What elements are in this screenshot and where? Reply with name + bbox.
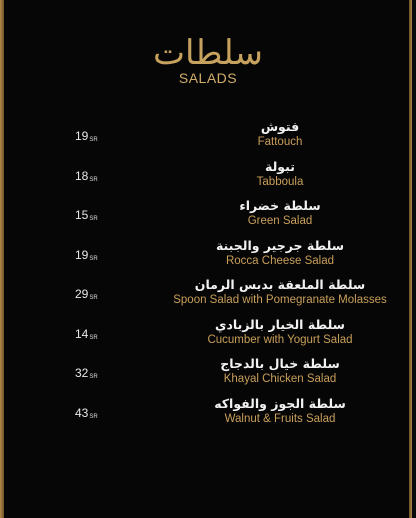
section-title-english: SALADS bbox=[178, 70, 238, 86]
item-names bbox=[160, 316, 400, 348]
item-name-english: Green Salad bbox=[247, 215, 313, 227]
item-price: 18SR bbox=[75, 168, 98, 183]
item-names bbox=[160, 355, 400, 387]
item-name-arabic: تبولة bbox=[265, 158, 295, 174]
item-name-english: Fattouch bbox=[257, 136, 303, 148]
item-name-arabic: فتوش bbox=[260, 119, 300, 134]
item-price: 19SR bbox=[75, 129, 98, 143]
menu-item bbox=[60, 118, 400, 158]
item-name-arabic: سلطة الخيار بالزبادي bbox=[215, 316, 345, 332]
currency-unit: SR bbox=[89, 176, 98, 183]
menu-item bbox=[60, 237, 400, 277]
item-names bbox=[160, 118, 400, 150]
item-name-arabic: سلطة جرجير والجبنة bbox=[215, 237, 345, 253]
item-name-arabic: سلطة خيال بالدجاج bbox=[220, 356, 340, 371]
item-name-arabic: سلطة الجوز والفواكه bbox=[214, 395, 346, 411]
item-price: 43SR bbox=[75, 405, 98, 420]
item-name-english: Rocca Cheese Salad bbox=[225, 254, 335, 267]
item-price: 19SR bbox=[75, 247, 98, 262]
item-names bbox=[160, 395, 400, 427]
item-name-english: Spoon Salad with Pomegranate Molasses bbox=[173, 294, 387, 306]
item-name-english: Walnut & Fruits Salad bbox=[224, 412, 336, 425]
menu-item bbox=[60, 316, 400, 356]
currency-unit: SR bbox=[89, 137, 98, 143]
item-price: 15SR bbox=[75, 208, 98, 222]
menu-item bbox=[60, 355, 400, 395]
menu-item bbox=[60, 197, 400, 237]
currency-unit: SR bbox=[89, 255, 98, 262]
section-header bbox=[0, 34, 416, 86]
currency-unit: SR bbox=[89, 295, 98, 301]
menu-item bbox=[60, 276, 400, 316]
item-price: 14SR bbox=[75, 326, 98, 341]
item-price: 32SR bbox=[75, 366, 98, 380]
item-name-english: Tabboula bbox=[256, 175, 304, 188]
item-names bbox=[160, 197, 400, 229]
item-name-english: Khayal Chicken Salad bbox=[223, 373, 337, 385]
item-names bbox=[160, 237, 400, 269]
item-price: 29SR bbox=[75, 287, 98, 301]
menu-item bbox=[60, 158, 400, 198]
currency-unit: SR bbox=[89, 334, 98, 341]
item-name-arabic: سلطة خضراء bbox=[239, 198, 321, 213]
item-names bbox=[140, 276, 416, 308]
currency-unit: SR bbox=[89, 413, 98, 420]
section-title-arabic: سلطات bbox=[152, 33, 263, 73]
item-name-english: Cucumber with Yogurt Salad bbox=[207, 333, 353, 346]
currency-unit: SR bbox=[89, 374, 98, 380]
menu-item bbox=[60, 395, 400, 435]
item-names bbox=[160, 158, 400, 190]
menu-list bbox=[60, 118, 400, 434]
item-name-arabic: سلطة الملعقة بدبس الرمان bbox=[194, 277, 366, 292]
currency-unit: SR bbox=[89, 216, 98, 222]
